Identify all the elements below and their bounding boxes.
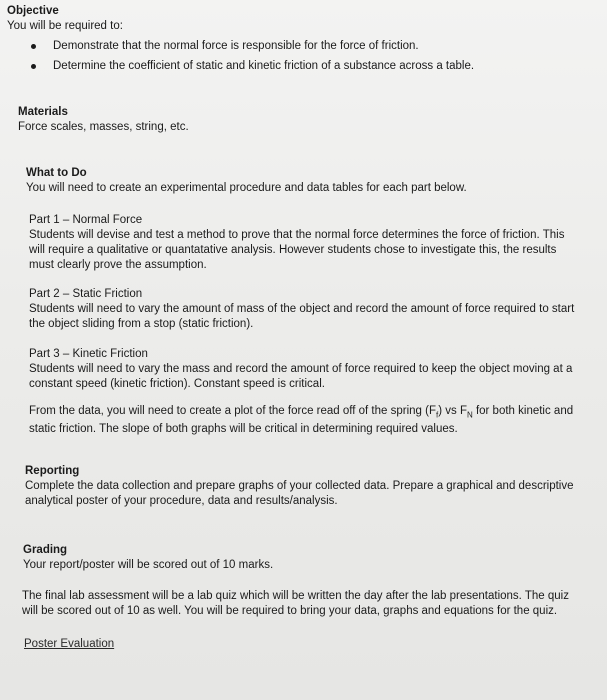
part3-title: Part 3 – Kinetic Friction	[29, 348, 148, 360]
data-note-line-2: static friction. The slope of both graphs will be critical in determining required values.	[29, 423, 458, 436]
reporting-line-1: Complete the data collection and prepare graphs of your collected data. Prepare a graphical and descriptive	[25, 480, 574, 492]
part1-line-1: Students will devise and test a method to prove that the normal force determines the force of friction. This	[29, 229, 565, 241]
data-note-line-1-c: for both kinetic and	[472, 405, 574, 417]
materials-section	[18, 105, 598, 135]
reporting-line-2: analytical poster of your procedure, data and results/analysis.	[25, 495, 338, 507]
force-subscript-f: f	[435, 410, 439, 420]
materials-heading: Materials	[18, 106, 68, 118]
objective-bullet-2: Determine the coefficient of static and kinetic friction of a substance across a table.	[7, 56, 587, 76]
grading-section	[23, 543, 603, 573]
part1-section	[29, 213, 607, 273]
objective-section	[7, 4, 587, 76]
what-to-do-intro: You will need to create an experimental procedure and data tables for each part below.	[26, 182, 467, 194]
part2-section	[29, 287, 607, 332]
part2-line-2: the object sliding from a stop (static friction).	[29, 318, 254, 330]
reporting-heading: Reporting	[25, 465, 80, 477]
part2-title: Part 2 – Static Friction	[29, 288, 143, 300]
part3-line-2: constant speed (kinetic friction). Constant speed is critical.	[29, 378, 325, 390]
final-assessment-section	[22, 589, 602, 619]
poster-evaluation-link[interactable]: Poster Evaluation	[24, 638, 115, 650]
data-note-section	[29, 404, 607, 437]
data-note-line-1	[29, 404, 607, 422]
objective-intro: You will be required to:	[7, 20, 123, 32]
final-line-2: will be scored out of 10 as well. You will be required to bring your data, graphs and equations for the quiz.	[22, 605, 558, 617]
grading-text: Your report/poster will be scored out of 10 marks.	[23, 559, 274, 571]
data-note-line-1-b: ) vs F	[438, 405, 467, 417]
part3-line-1: Students will need to vary the mass and record the amount of force required to keep the object moving at a	[29, 363, 573, 375]
part1-line-3: must clearly prove the assumption.	[29, 259, 207, 271]
objective-heading: Objective	[7, 5, 59, 17]
part2-line-1: Students will need to vary the amount of mass of the object and record the amount of force required to start	[29, 303, 575, 315]
part1-line-2: will require a qualitative or quantatative analysis. However students chose to investigate this, the results	[29, 244, 557, 256]
what-to-do-section	[26, 166, 606, 196]
part1-title: Part 1 – Normal Force	[29, 214, 143, 226]
what-to-do-heading: What to Do	[26, 167, 87, 179]
final-line-1: The final lab assessment will be a lab quiz which will be written the day after the lab presentations. The quiz	[22, 590, 569, 602]
part3-section	[29, 347, 607, 392]
objective-list	[7, 36, 587, 76]
grading-heading: Grading	[23, 544, 68, 556]
objective-bullet-1: Demonstrate that the normal force is responsible for the force of friction.	[7, 36, 587, 56]
materials-text: Force scales, masses, string, etc.	[18, 121, 189, 133]
reporting-section	[25, 464, 605, 509]
force-subscript-n: N	[466, 410, 473, 420]
data-note-line-1-a: From the data, you will need to create a plot of the force read off of the spring (F	[29, 405, 436, 417]
